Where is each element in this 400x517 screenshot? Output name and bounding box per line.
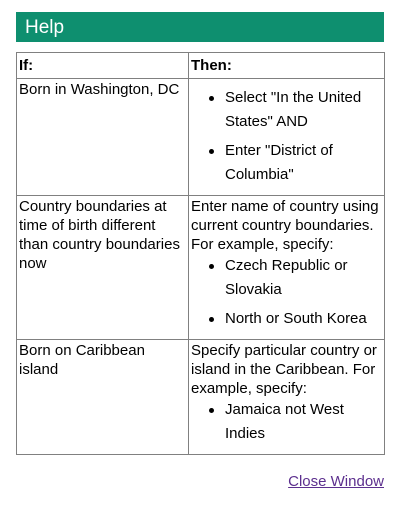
if-cell — [17, 340, 189, 455]
column-header-if: If: — [17, 53, 189, 79]
list-item-text: North or South Korea — [225, 310, 367, 327]
bullet-icon — [209, 149, 214, 154]
close-window-link[interactable]: Close Window — [288, 473, 384, 490]
list-item — [225, 398, 382, 446]
table-row — [17, 79, 385, 196]
bullet-icon — [209, 317, 214, 322]
help-table — [16, 52, 385, 455]
help-header — [16, 12, 384, 42]
bullet-icon — [209, 408, 214, 413]
if-cell — [17, 196, 189, 340]
then-cell — [189, 79, 385, 196]
bullet-icon — [209, 264, 214, 269]
table-row — [17, 196, 385, 340]
table-header-row — [17, 53, 385, 79]
then-cell — [189, 196, 385, 340]
list-item-text: Enter "District of Columbia" — [225, 142, 333, 183]
column-header-then: Then: — [189, 53, 385, 79]
list-item-text: Czech Republic or Slovakia — [225, 257, 348, 298]
then-text: Specify particular country or island in the Caribbean. For example, specify: — [191, 342, 377, 397]
if-text: Born in Washington, DC — [19, 81, 180, 98]
then-cell — [189, 340, 385, 455]
if-text: Born on Caribbean island — [19, 342, 145, 378]
list-item — [225, 139, 382, 187]
then-text: Enter name of country using current country boundaries. For example, specify: — [191, 198, 379, 253]
list-item — [225, 86, 382, 134]
list-item — [225, 307, 382, 331]
bullet-icon — [209, 96, 214, 101]
then-list — [191, 398, 382, 452]
then-list — [191, 80, 382, 193]
list-item-text: Select "In the United States" AND — [225, 89, 362, 130]
help-title: Help — [25, 16, 65, 38]
table-row — [17, 340, 385, 455]
then-list — [191, 254, 382, 337]
list-item — [225, 254, 382, 302]
if-text: Country boundaries at time of birth different than country boundaries now — [19, 198, 180, 272]
if-cell — [17, 79, 189, 196]
list-item-text: Jamaica not West Indies — [225, 401, 344, 442]
